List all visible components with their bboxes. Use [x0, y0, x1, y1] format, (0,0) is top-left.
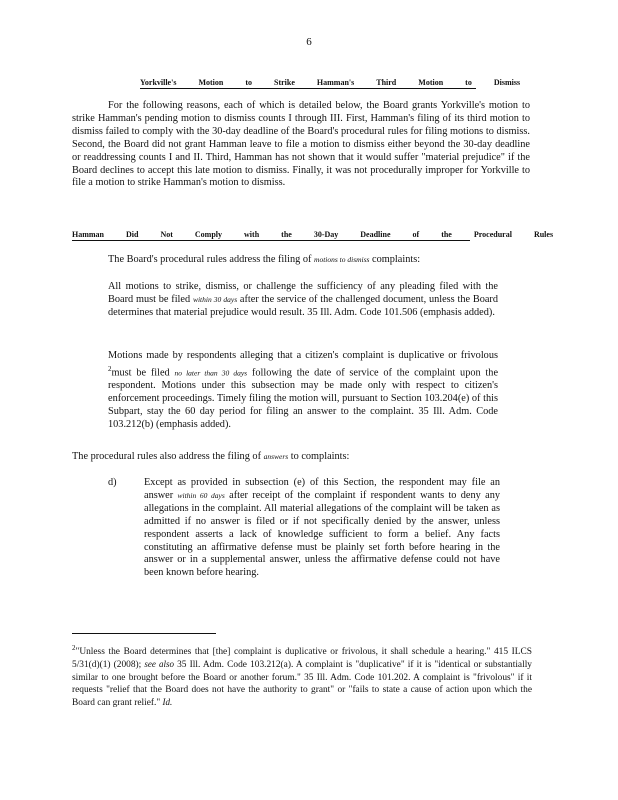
intro-paragraph: For the following reasons, each of which is detailed below, the Board grants Yorkville's motion to strike Hamman's pending motion to dismiss counts I through III. First, Hamman's filing of its third motion to dismiss failed to comply with the 30-day deadline of the Board's procedural rules for filing motions to dismiss. Second, the Board did not grant Hamman leave to file a motion to dismiss either beyond the 30-day deadline or readdressing counts I and II. Third, Hamman has not shown that it would suffer "material prejudice" if the Board declines to accept this late motion to dismiss. Finally, it was not procedurally improper for Yorkville to file a motion to strike Hamman's motion to dismiss. [72, 100, 530, 189]
heading-word: Did [126, 230, 139, 239]
footnote-reference[interactable]: 2 [108, 364, 112, 373]
heading-word: Yorkville's [140, 78, 177, 87]
text-run: "Unless the Board determines that [the] complaint is duplicative or frivolous, it shall schedule a hearing." 415 ILCS 5/31(d)(1) (2008); [72, 647, 532, 671]
section-heading-motion-to-strike [140, 78, 521, 89]
heading-word: of [412, 230, 420, 239]
heading-word: Hamman's [316, 78, 355, 87]
text-run: Motions made by respondents alleging that a citizen's complaint is duplicative or frivolous [108, 350, 498, 361]
heading-word: Comply [194, 230, 223, 239]
text-run: complaints: [372, 254, 421, 265]
heading-word: the [281, 230, 292, 239]
heading-word: Rules [533, 230, 554, 239]
text-run: Except as provided in subsection (e) of this Section, the respondent may file an answer [144, 477, 500, 501]
heading-word: Dismiss [493, 78, 521, 87]
subsection-body [144, 477, 500, 580]
heading-word: Deadline [360, 230, 391, 239]
subsection-label: d) [108, 477, 117, 488]
emphasis-text: see also [144, 659, 174, 670]
text-run: must be filed [111, 367, 170, 379]
footnote-divider [72, 633, 216, 634]
text-run: 35 Ill. Adm. Code 103.212(a). A complaint is "duplicative" if it is "identical or substantially similar to one brought before the Board or another forum." 35 Ill. Adm. Code 101.202. A complaint is "frivolous" if it requests "relief that the Board does not have the authority to grant" or "fails to state a cause of action upon which the Board can grant relief." [72, 660, 532, 709]
heading-word: Motion [198, 78, 224, 87]
emphasis-text: Id. [162, 697, 173, 708]
heading-word: 30-Day [313, 230, 339, 239]
text-run: All motions to strike, dismiss, or challenge the sufficiency of any pleading filed with the Board must be filed [108, 281, 498, 305]
text-run: after receipt of the complaint if respondent wants to deny any allegations in the complaint. All material allegations of the complaint will be taken as admitted if no answer is filed or if not specifically denied by the answer, unless respondent asserts a lack of knowledge sufficient to form a belief. Any facts constituting an affirmative defense must be plainly set forth before hearing in the answer or in a supplemental answer, unless the affirmative defense could not have been known before hearing. [144, 489, 500, 579]
answers-intro-paragraph [72, 451, 530, 464]
emphasis-text: within 30 days [192, 294, 238, 304]
text-run: following the date of service of the complaint upon the respondent. Motions under this subsection may be made only with respect to citizen's enforcement proceedings. Timely filing the motion will, pursuant to Section 103.204(e) of this Subpart, stay the 60 day period for filing an answer to the complaint. 35 Ill. Adm. Code 103.212(b) (emphasis added). [108, 367, 499, 430]
heading-word: Motion [418, 78, 444, 87]
emphasis-text: answers [263, 452, 289, 461]
heading-word: to [465, 78, 472, 87]
rules-intro-paragraph [108, 254, 498, 267]
heading-word: Hamman [72, 230, 104, 239]
text-run: to complaints: [290, 451, 350, 462]
heading-word: Procedural [473, 230, 512, 239]
page-number: 6 [306, 36, 312, 48]
heading-word: to [245, 78, 253, 87]
heading-word: Not [160, 230, 173, 239]
heading-word: Third [376, 78, 397, 87]
emphasis-text: within 60 days [177, 490, 225, 500]
footnote-marker: 2 [72, 644, 76, 652]
section-heading-30-day-deadline [72, 230, 554, 241]
heading-word: the [441, 230, 452, 239]
footnote-2 [72, 642, 532, 710]
block-quote-101-506 [108, 281, 498, 320]
text-run: The procedural rules also address the filing of [72, 451, 261, 462]
block-quote-103-212 [108, 350, 498, 432]
emphasis-text: no later than 30 days [174, 368, 248, 378]
text-run: The Board's procedural rules address the filing of [108, 254, 312, 265]
heading-word: with [244, 230, 260, 239]
emphasis-text: motions to dismiss [314, 255, 370, 264]
text-run: after the service of the challenged document, unless the Board determines that material prejudice would result. 35 Ill. Adm. Code 101.506 (emphasis added). [108, 293, 499, 318]
heading-word: Strike [274, 78, 295, 87]
